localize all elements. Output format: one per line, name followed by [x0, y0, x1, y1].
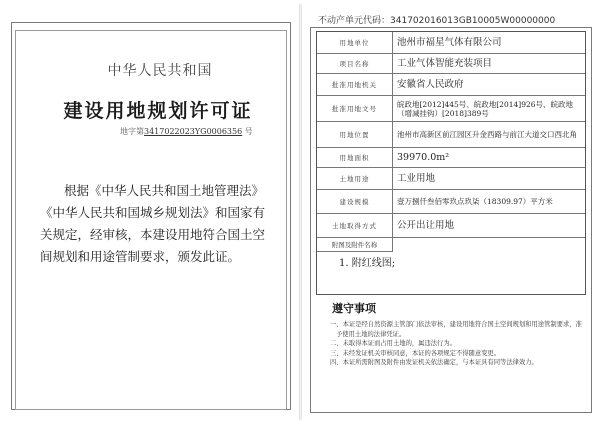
property-code: 341702016013GB10005W00000000 — [390, 16, 556, 26]
cert-number: 3417022023YG0006356 — [144, 127, 243, 136]
table-row — [317, 122, 585, 148]
property-code-line — [318, 13, 555, 26]
row-label: 用地位置 — [317, 122, 393, 147]
notice-title: 遵守事项 — [332, 302, 376, 315]
notice-item: 三、未经发证机关审核同意，本证的各项规定不得随意变更。 — [330, 349, 501, 357]
table-row — [317, 74, 585, 96]
attachments-value: 1. 附红线图; — [339, 258, 396, 269]
notice-item: 二、未取得本证而占用土地的，属违法行为。 — [330, 340, 456, 347]
row-label: 土地取得方式 — [317, 214, 393, 237]
row-value: 皖政地[2012]445号、皖政地[2014]926号、皖政地（增减挂钩）[2018]389号 — [397, 99, 574, 118]
row-label: 项目名称 — [317, 54, 393, 73]
row-label: 建设规模 — [317, 190, 393, 213]
row-value: 安徽省人民政府 — [397, 78, 464, 90]
notice-item: 四、本证所需附图及附件由发证机关依法确定，与本证具有同等法律效力。 — [330, 359, 538, 366]
notice-section — [316, 300, 586, 368]
row-value: 公开出让用地 — [397, 219, 455, 231]
certificate-body-text: 根据《中华人民共和国土地管理法》《中华人民共和国城乡规划法》和国家有关规定，经审核，本建设用地符合国土空间规划和用途管制要求，颁发此证。 — [40, 183, 266, 264]
row-value: 池州市高新区前江园区升金西路与前江大道交口西北角 — [397, 130, 577, 139]
attachments-section — [317, 238, 585, 294]
page-fold — [299, 4, 302, 420]
table-row — [317, 96, 585, 122]
row-value: 壹万捌仟叁佰零玖点玖柒（18309.97）平方米 — [397, 197, 553, 206]
certificate-title: 建设用地规划许可证 — [63, 100, 253, 122]
row-label: 用地单位 — [317, 32, 393, 53]
row-value: 工业气体智能充装项目 — [397, 57, 493, 69]
table-row — [317, 54, 585, 74]
row-label: 批准用地机关 — [317, 74, 393, 95]
land-info-table — [316, 31, 586, 295]
attachments-label: 附图及附件名称 — [317, 238, 393, 252]
table-row — [317, 190, 585, 214]
row-value: 池州市福星气体有限公司 — [397, 36, 502, 48]
table-row — [317, 214, 585, 238]
row-label: 批准用地文号 — [317, 96, 393, 121]
row-label: 用地面积 — [317, 148, 393, 167]
cert-suffix: 号 — [244, 127, 253, 136]
property-code-label: 不动产单元代码： — [318, 16, 391, 26]
notice-item: 一、本证是经自然资源主管部门依法审核，建设用地符合国土空间规划和用途管制要求，准予使用土地的法律凭证。 — [330, 321, 582, 338]
table-row — [317, 148, 585, 168]
table-row — [317, 32, 585, 54]
cert-prefix: 地字第 — [120, 127, 144, 136]
certificate-number-line — [120, 126, 290, 137]
row-label: 土地用途 — [317, 168, 393, 189]
country-name: 中华人民共和国 — [107, 63, 213, 79]
row-value: 工业用地 — [397, 172, 436, 184]
row-value: 39970.0m² — [397, 151, 450, 163]
table-row — [317, 168, 585, 190]
